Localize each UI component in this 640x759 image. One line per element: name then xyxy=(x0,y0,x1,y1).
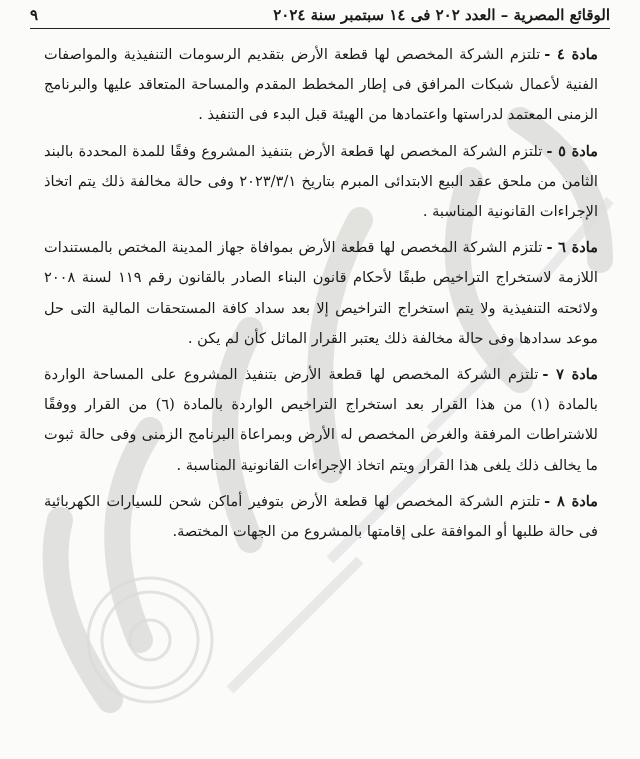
page-number: ٩ xyxy=(30,6,39,24)
article-4 xyxy=(44,40,598,131)
article-label: مادة ٦ - xyxy=(546,239,598,257)
article-label: مادة ٤ - xyxy=(544,46,598,63)
article-text: تلتزم الشركة المخصص لها قطعة الأرض بموافاة جهاز المدينة المختص بالمستندات اللازمة لاستخراج التراخيص طبقًا لأحكام قانون البناء الصادر بالقانون رقم ١١٩ لسنة ٢٠٠٨ ولائحته التنفيذية ولا يتم استخراج التراخيص إلا بعد سداد كافة المستحقات المالية التى حل موعد سدادها وفى حالة مخالفة ذلك يعتبر القرار الماثل كأن لم يكن . xyxy=(44,239,598,347)
article-label: مادة ٨ - xyxy=(544,492,598,510)
document-body xyxy=(44,40,598,553)
article-7 xyxy=(44,360,598,481)
article-5 xyxy=(44,137,598,228)
header-title: الوقائع المصرية – العدد ٢٠٢ فى ١٤ سبتمبر سنة ٢٠٢٤ xyxy=(273,6,610,24)
article-label: مادة ٥ - xyxy=(546,142,598,160)
page-header xyxy=(30,4,610,26)
article-text: تلتزم الشركة المخصص لها قطعة الأرض بتوفير أماكن شحن للسيارات الكهربائية فى حالة طلبها أو الموافقة على إقامتها بالمشروع من الجهات المختصة. xyxy=(44,492,598,541)
article-text: تلتزم الشركة المخصص لها قطعة الأرض بتقديم الرسومات التنفيذية والمواصفات الفنية لأعمال شبكات المرافق فى إطار المخطط المقدم والمساحة المتعاقد عليها والبرنامج الزمنى المعتمد لدراستها واعتمادها من الهيئة قبل البدء فى التنفيذ . xyxy=(44,46,598,124)
article-8 xyxy=(44,487,598,547)
article-6 xyxy=(44,233,598,354)
article-label: مادة ٧ - xyxy=(542,366,598,384)
header-divider xyxy=(30,28,610,29)
article-text: تلتزم الشركة المخصص لها قطعة الأرض بتنفيذ المشروع وفقًا للمدة المحددة بالبند الثامن من ملحق عقد البيع الابتدائى المبرم بتاريخ ٢٠٢٣/٣/١ وفى حالة مخالفة ذلك يتم اتخاذ الإجراءات القانونية المناسبة . xyxy=(44,142,598,221)
article-text: تلتزم الشركة المخصص لها قطعة الأرض بتنفيذ المشروع على المساحة الواردة بالمادة (١) من هذا القرار بعد استخراج التراخيص الواردة بالمادة (٦) من القرار ووفقًا للاشتراطات المرفقة والغرض المخصص له الأرض وبمراعاة البرنامج الزمنى وفى حالة ثبوت ما يخالف ذلك يلغى هذا القرار ويتم اتخاذ الإجراءات القانونية المناسبة . xyxy=(44,366,598,474)
